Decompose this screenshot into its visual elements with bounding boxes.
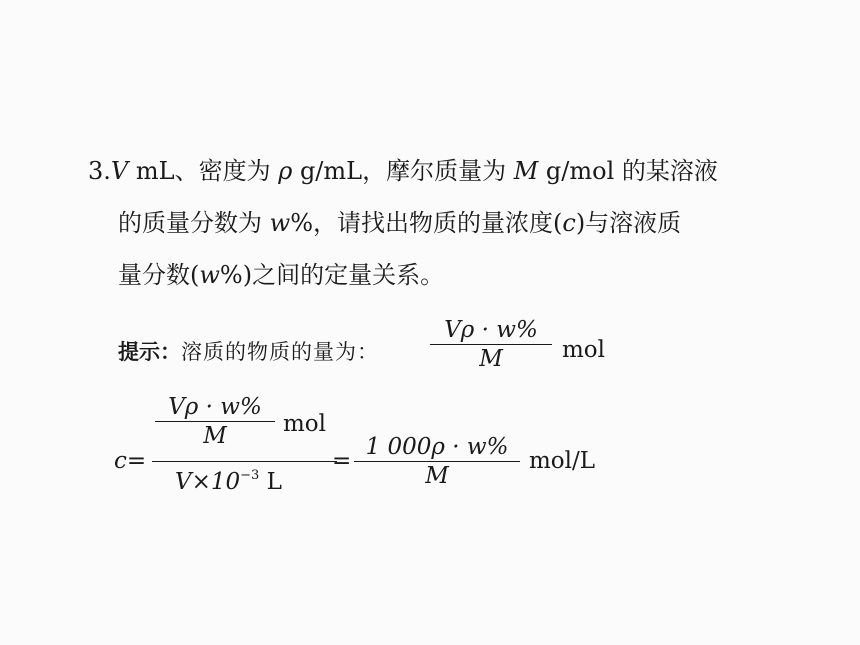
formula-lhs: c= (114, 448, 147, 474)
outer-den-exponent: −3 (240, 468, 260, 483)
hint-fraction-denominator: M (479, 346, 503, 372)
outer-den-unit: L (259, 469, 282, 495)
hint-text: 溶质的物质的量为： (181, 340, 379, 364)
hint-unit: mol (562, 337, 606, 363)
hint-label: 提示： (118, 340, 181, 364)
text-segment: c (562, 209, 576, 237)
formula-equals: = (332, 448, 352, 474)
hint-line (118, 336, 379, 367)
outer-den-main: V×10 (175, 469, 241, 495)
text-segment: g/mol 的某溶液 (538, 157, 718, 185)
problem-line-1-text (111, 157, 718, 185)
problem-line-1 (88, 156, 718, 186)
text-segment: w (269, 209, 291, 237)
text-segment: ρ (278, 157, 293, 185)
problem-number: 3. (88, 157, 111, 185)
text-segment: V (110, 157, 129, 185)
problem-line-2 (118, 208, 681, 238)
inner-fraction (155, 393, 275, 450)
text-segment: %，请找出物质的量浓度( (290, 209, 563, 237)
rhs-unit: mol/L (529, 448, 596, 474)
text-segment: 的质量分数为 (118, 209, 270, 237)
text-segment: )与溶液质 (575, 209, 682, 237)
text-segment: 量分数( (118, 261, 200, 289)
rhs-fraction (354, 433, 520, 490)
outer-fraction-denominator (175, 462, 282, 496)
hint-fraction (430, 316, 552, 373)
text-segment: %)之间的定量关系。 (219, 261, 445, 289)
text-segment: g/mL，摩尔质量为 (292, 157, 514, 185)
inner-fraction-denominator: M (203, 423, 227, 449)
inner-fraction-unit: mol (283, 411, 327, 437)
rhs-fraction-denominator: M (425, 463, 449, 489)
text-segment: w (199, 261, 220, 289)
text-segment: mL、密度为 (128, 157, 279, 185)
rhs-fraction-numerator: 1 000ρ · w% (365, 434, 509, 460)
inner-fraction-numerator: Vρ · w% (168, 394, 262, 420)
text-segment: M (513, 157, 539, 185)
hint-fraction-numerator: Vρ · w% (444, 317, 538, 343)
problem-line-3 (118, 260, 444, 290)
